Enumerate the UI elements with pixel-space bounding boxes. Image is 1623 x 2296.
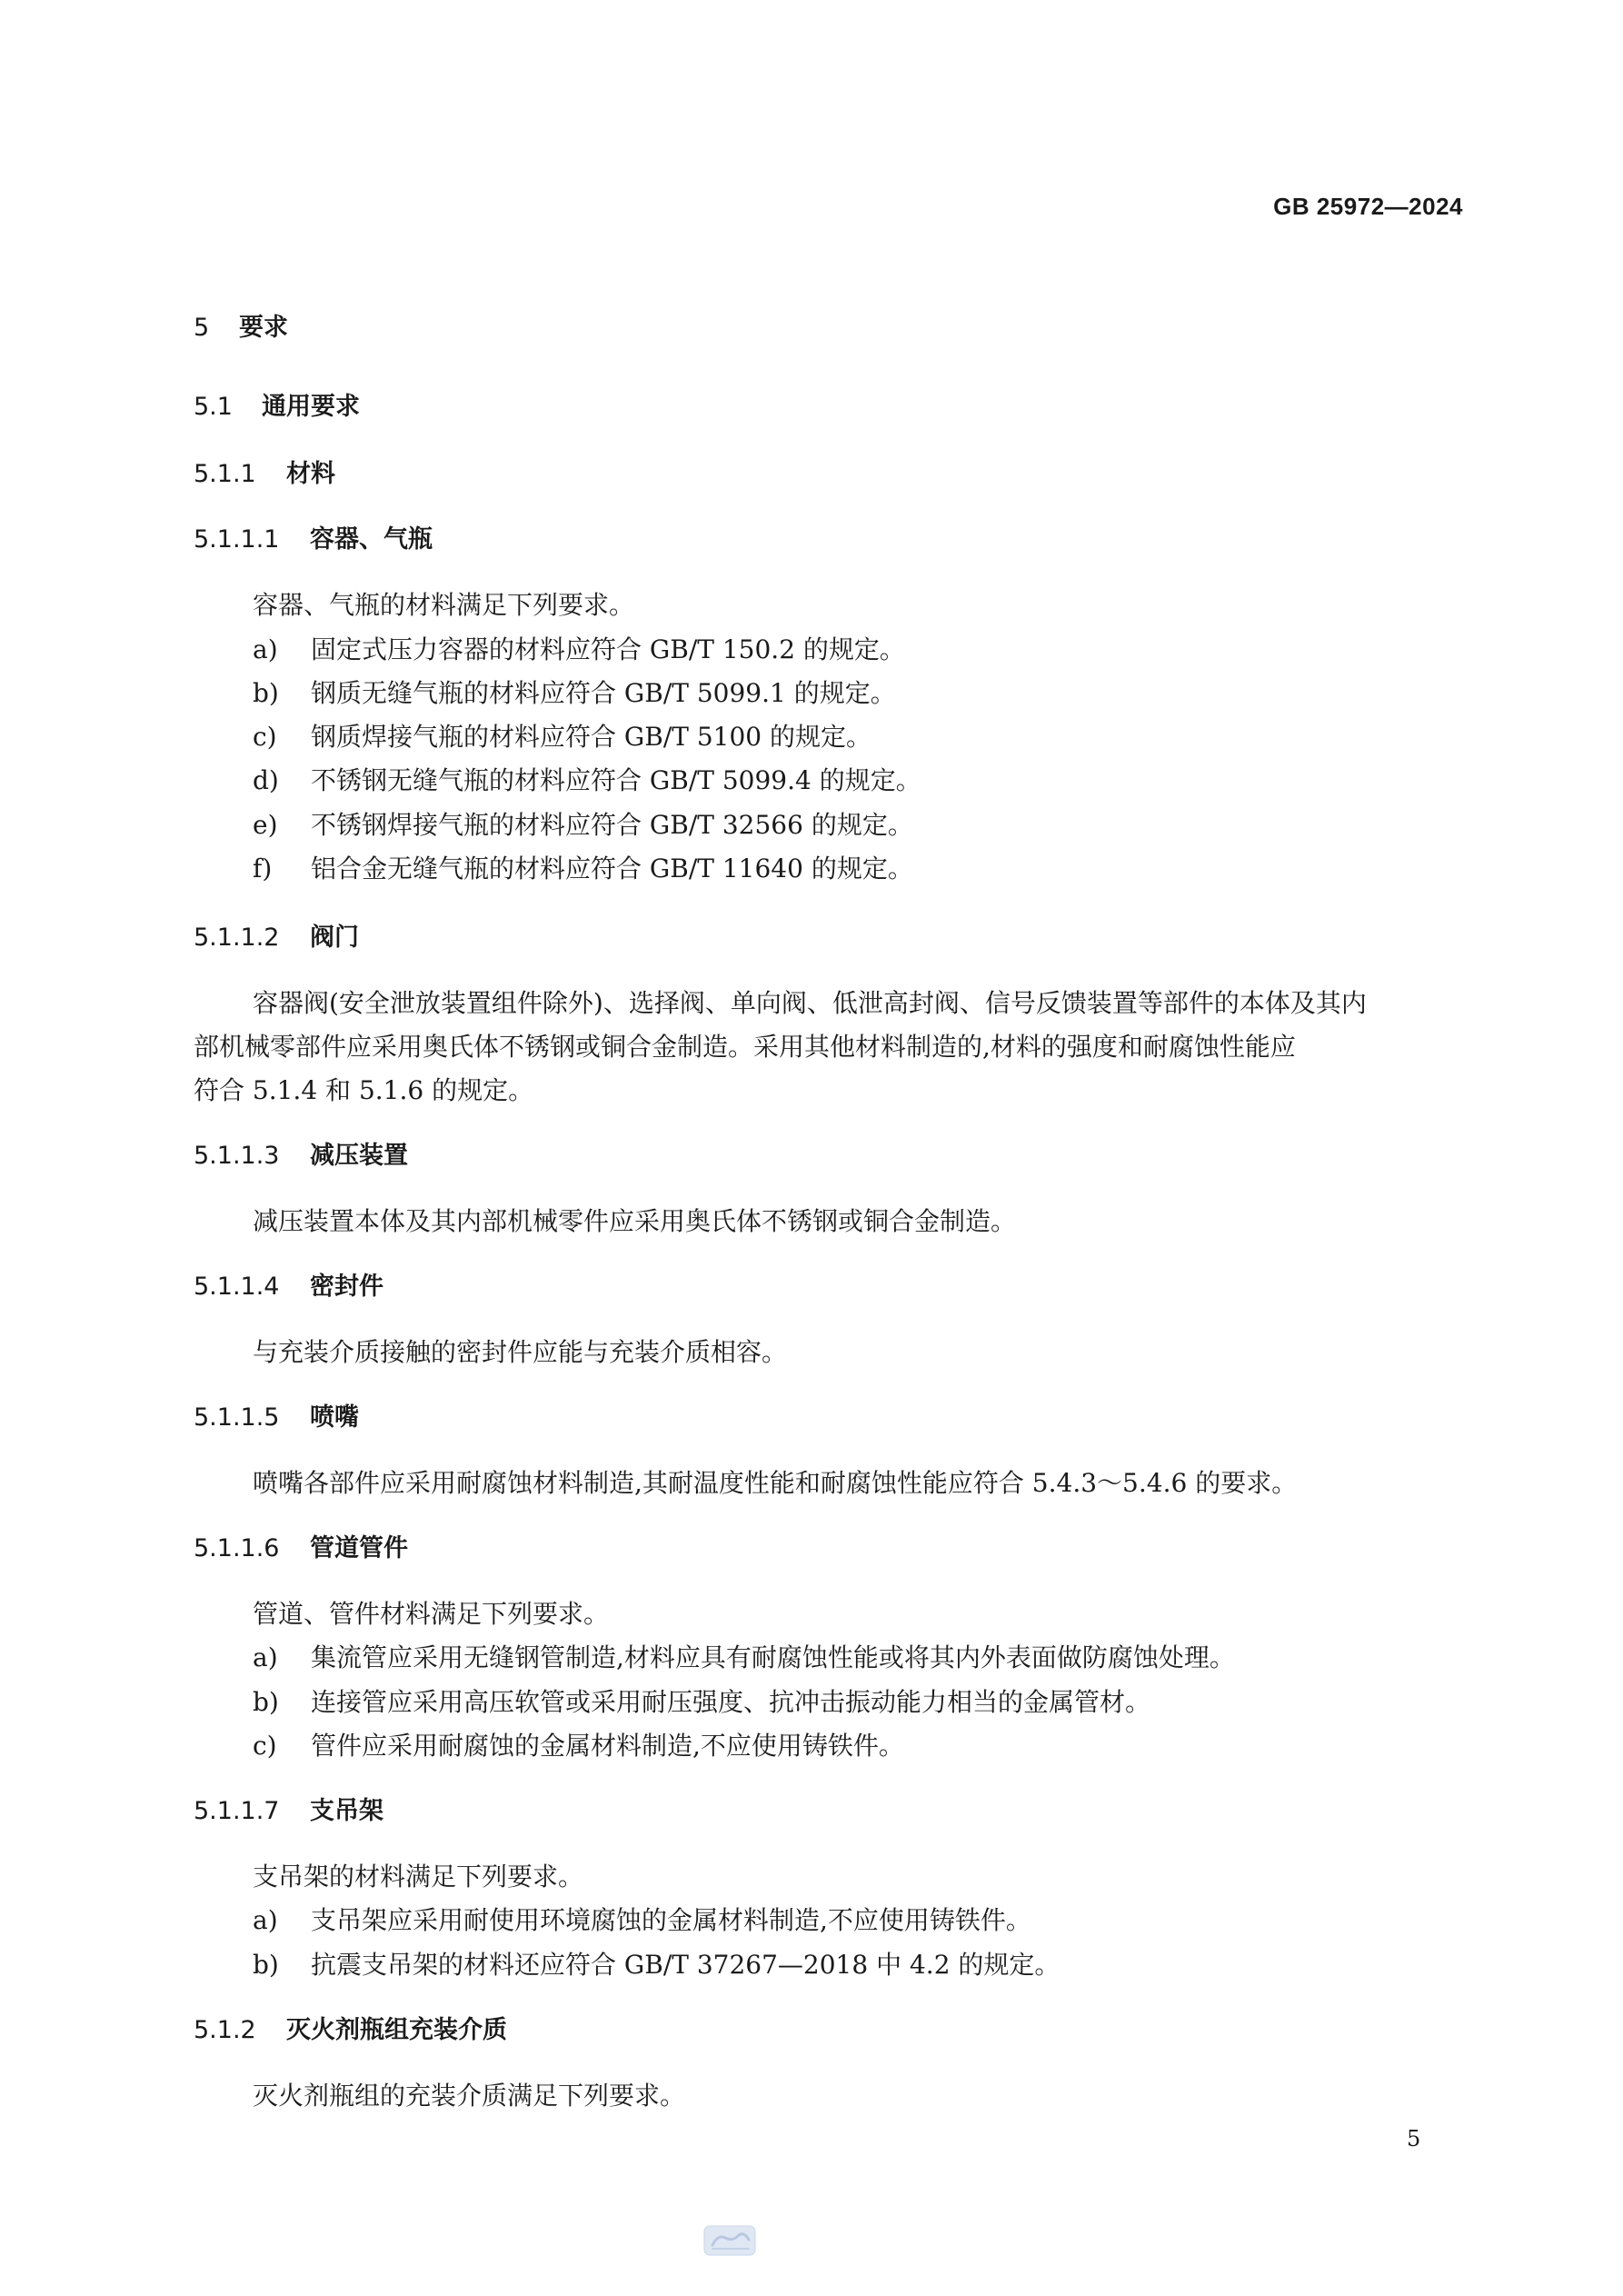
heading-number: 5.1.1.2 bbox=[194, 923, 280, 952]
list-marker: a) bbox=[253, 1642, 278, 1672]
list-text: 固定式压力容器的材料应符合 GB/T 150.2 的规定。 bbox=[311, 634, 905, 664]
list-marker: a) bbox=[253, 634, 278, 664]
heading-number: 5.1.1.5 bbox=[194, 1403, 280, 1432]
paragraph-line: 部机械零部件应采用奥氏体不锈钢或铜合金制造。采用其他材料制造的,材料的强度和耐腐蚀性能应 bbox=[194, 1032, 1296, 1062]
list-marker: d) bbox=[253, 765, 279, 795]
list-text: 铝合金无缝气瓶的材料应符合 GB/T 11640 的规定。 bbox=[311, 854, 913, 883]
list-item bbox=[253, 1952, 1060, 1978]
list-text: 钢质焊接气瓶的材料应符合 GB/T 5100 的规定。 bbox=[311, 722, 872, 752]
list-marker: a) bbox=[253, 1905, 278, 1935]
list-marker: b) bbox=[253, 678, 279, 708]
heading-5 bbox=[194, 315, 288, 340]
heading-5-1-2 bbox=[194, 2018, 507, 2042]
heading-number: 5 bbox=[194, 314, 210, 342]
paragraph: 喷嘴各部件应采用耐腐蚀材料制造,其耐温度性能和耐腐蚀性能应符合 5.4.3～5.4.6 的要求。 bbox=[253, 1468, 1298, 1498]
list-text: 不锈钢焊接气瓶的材料应符合 GB/T 32566 的规定。 bbox=[311, 810, 913, 840]
paragraph: 管道、管件材料满足下列要求。 bbox=[253, 1599, 610, 1629]
heading-number: 5.1.1.7 bbox=[194, 1797, 280, 1825]
list-item bbox=[253, 810, 913, 840]
list-item bbox=[253, 1642, 1235, 1672]
heading-title: 密封件 bbox=[310, 1273, 383, 1301]
list-item bbox=[253, 724, 871, 750]
paragraph-line: 符合 5.1.4 和 5.1.6 的规定。 bbox=[194, 1075, 534, 1105]
heading-5-1-1-4 bbox=[194, 1274, 383, 1299]
list-item bbox=[253, 856, 913, 882]
list-text: 集流管应采用无缝钢管制造,材料应具有耐腐蚀性能或将其内外表面做防腐蚀处理。 bbox=[311, 1642, 1235, 1672]
list-item bbox=[253, 1905, 1031, 1935]
heading-title: 要求 bbox=[239, 314, 288, 342]
heading-number: 5.1.1.3 bbox=[194, 1142, 280, 1170]
list-marker: c) bbox=[253, 722, 277, 752]
heading-title: 阀门 bbox=[310, 923, 359, 952]
heading-number: 5.1 bbox=[194, 393, 233, 421]
paragraph-line: 容器阀(安全泄放装置组件除外)、选择阀、单向阀、低泄高封阀、信号反馈装置等部件的本体及其内 bbox=[253, 988, 1367, 1018]
list-marker: f) bbox=[253, 854, 273, 883]
heading-5-1-1-6 bbox=[194, 1536, 408, 1561]
heading-title: 材料 bbox=[286, 460, 335, 488]
list-item bbox=[253, 678, 896, 708]
heading-number: 5.1.1.6 bbox=[194, 1534, 280, 1562]
standard-code: GB 25972—2024 bbox=[1273, 193, 1463, 220]
list-item bbox=[253, 1687, 1151, 1717]
list-marker: b) bbox=[253, 1950, 279, 1980]
list-text: 抗震支吊架的材料还应符合 GB/T 37267—2018 中 4.2 的规定。 bbox=[311, 1950, 1060, 1980]
heading-5-1-1-3 bbox=[194, 1143, 408, 1168]
paragraph: 容器、气瓶的材料满足下列要求。 bbox=[253, 590, 635, 620]
list-item bbox=[253, 634, 905, 664]
heading-5-1-1 bbox=[194, 462, 335, 486]
heading-title: 容器、气瓶 bbox=[310, 525, 433, 554]
list-text: 不锈钢无缝气瓶的材料应符合 GB/T 5099.4 的规定。 bbox=[311, 765, 921, 795]
heading-title: 通用要求 bbox=[262, 393, 360, 421]
heading-title: 喷嘴 bbox=[310, 1403, 359, 1432]
paragraph: 灭火剂瓶组的充装介质满足下列要求。 bbox=[253, 2081, 686, 2111]
heading-5-1-1-1 bbox=[194, 527, 433, 552]
heading-title: 灭火剂瓶组充装介质 bbox=[286, 2016, 507, 2044]
heading-title: 支吊架 bbox=[310, 1797, 383, 1825]
paragraph: 支吊架的材料满足下列要求。 bbox=[253, 1862, 584, 1892]
list-text: 管件应采用耐腐蚀的金属材料制造,不应使用铸铁件。 bbox=[311, 1731, 904, 1761]
heading-title: 管道管件 bbox=[310, 1534, 408, 1562]
heading-number: 5.1.2 bbox=[194, 2016, 256, 2044]
heading-5-1-1-2 bbox=[194, 925, 359, 950]
heading-number: 5.1.1 bbox=[194, 460, 256, 488]
list-text: 钢质无缝气瓶的材料应符合 GB/T 5099.1 的规定。 bbox=[311, 678, 896, 708]
heading-title: 减压装置 bbox=[310, 1142, 408, 1170]
list-marker: e) bbox=[253, 810, 278, 840]
heading-5-1-1-5 bbox=[194, 1405, 359, 1430]
list-item bbox=[253, 1733, 904, 1759]
heading-5-1-1-7 bbox=[194, 1799, 383, 1823]
heading-5-1 bbox=[194, 394, 360, 419]
list-marker: c) bbox=[253, 1731, 277, 1761]
list-item bbox=[253, 765, 921, 795]
paragraph: 与充装介质接触的密封件应能与充装介质相容。 bbox=[253, 1337, 788, 1367]
list-text: 连接管应采用高压软管或采用耐压强度、抗冲击振动能力相当的金属管材。 bbox=[311, 1687, 1151, 1717]
heading-number: 5.1.1.4 bbox=[194, 1273, 280, 1301]
list-text: 支吊架应采用耐使用环境腐蚀的金属材料制造,不应使用铸铁件。 bbox=[311, 1905, 1031, 1935]
list-marker: b) bbox=[253, 1687, 279, 1717]
watermark-logo-icon bbox=[703, 2225, 756, 2256]
page-number: 5 bbox=[1407, 2126, 1421, 2151]
paragraph: 减压装置本体及其内部机械零件应采用奥氏体不锈钢或铜合金制造。 bbox=[253, 1206, 1017, 1236]
heading-number: 5.1.1.1 bbox=[194, 525, 280, 554]
